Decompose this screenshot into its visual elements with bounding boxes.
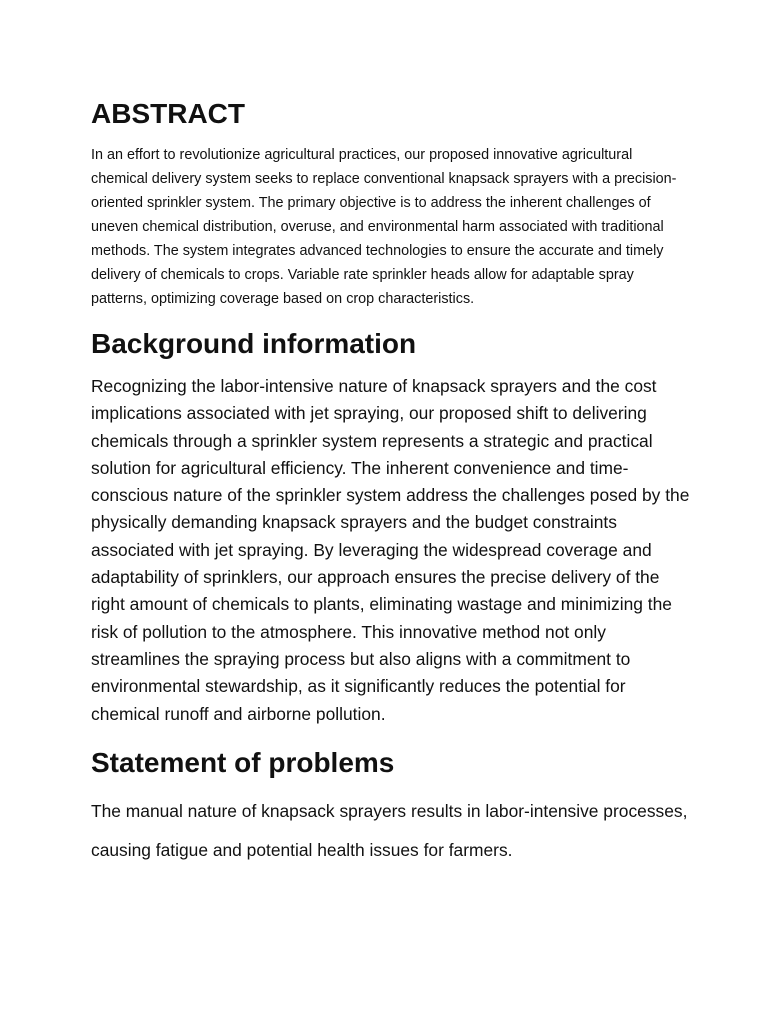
- abstract-paragraph: In an effort to revolutionize agricultural practices, our proposed innovative agricultural chemical delivery system seeks to replace conventional knapsack sprayers with a precision-oriented sprinkler system. The primary objective is to address the inherent challenges of uneven chemical distribution, overuse, and environmental harm associated with traditional methods. The system integrates advanced technologies to ensure the accurate and timely delivery of chemicals to crops. Variable rate sprinkler heads allow for adaptable spray patterns, optimizing coverage based on crop characteristics.: [91, 147, 677, 307]
- problems-heading: Statement of problems: [91, 746, 395, 778]
- background-paragraph: Recognizing the labor-intensive nature of knapsack sprayers and the cost implications associated with jet spraying, our proposed shift to delivering chemicals through a sprinkler system represents a strategic and practical solution for agricultural efficiency. The inherent convenience and time-conscious nature of the sprinkler system address the challenges posed by the physically demanding knapsack sprayers and the budget constraints associated with jet spraying. By leveraging the widespread coverage and adaptability of sprinklers, our approach ensures the precise delivery of the right amount of chemicals to plants, eliminating wastage and minimizing the risk of pollution to the atmosphere. This innovative method not only streamlines the spraying process but also aligns with a commitment to environmental stewardship, as it significantly reduces the potential for chemical runoff and airborne pollution.: [91, 376, 690, 724]
- background-heading: Background information: [91, 328, 417, 359]
- problems-paragraph: The manual nature of knapsack sprayers results in labor-intensive processes, causing fatigue and potential health issues for farmers.: [91, 800, 688, 860]
- document-page: [91, 94, 691, 870]
- abstract-heading: ABSTRACT: [91, 98, 245, 129]
